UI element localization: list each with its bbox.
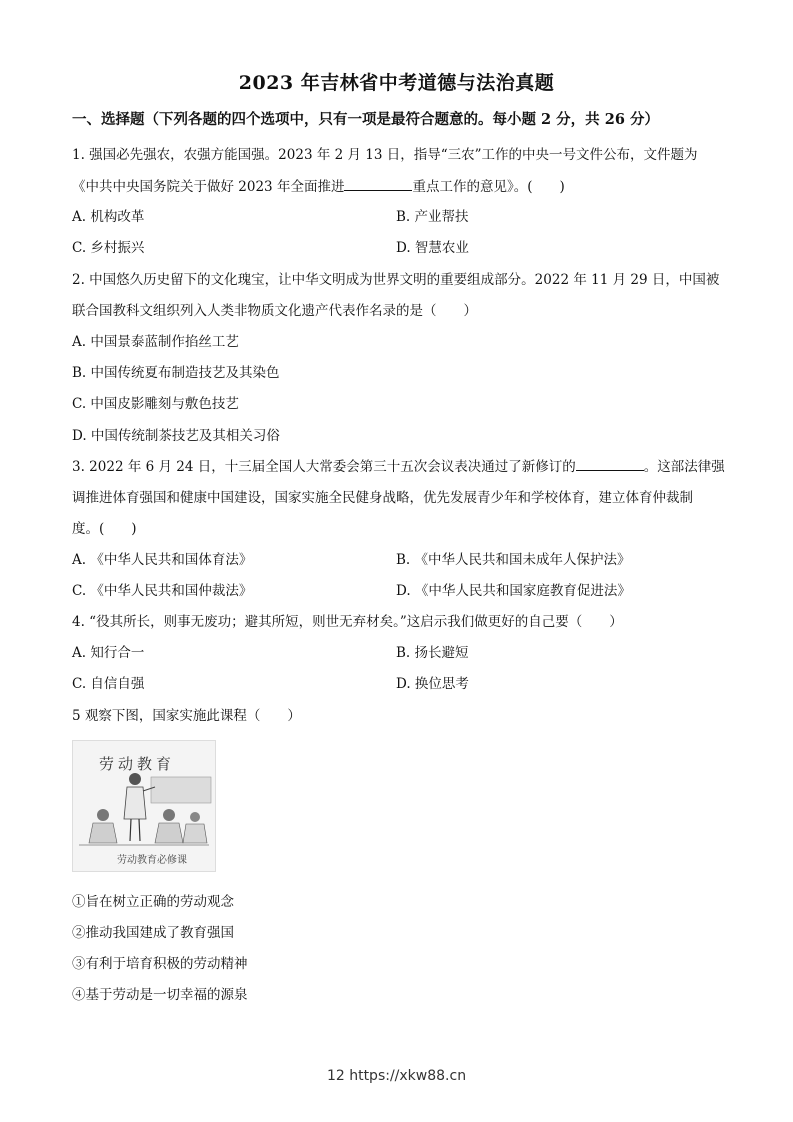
- q1-line2: [72, 175, 565, 195]
- q5-statement-1: ①旨在树立正确的劳动观念: [72, 894, 234, 910]
- q2-line1: 2. 中国悠久历史留下的文化瑰宝，让中华文明成为世界文明的重要组成部分。2022 年 11 月 29 日，中国被: [72, 272, 720, 288]
- q3-line3: 度。( ): [72, 521, 137, 537]
- q4-line1: 4. “役其所长，则事无废功；避其所短，则世无弃材矣。”这启示我们做更好的自己要（ ）: [72, 614, 623, 630]
- q4-option-b: B. 扬长避短: [396, 645, 469, 661]
- labor-education-illustration: [72, 740, 216, 872]
- q1-option-d: D. 智慧农业: [396, 240, 469, 256]
- q5-statement-4: ④基于劳动是一切幸福的源泉: [72, 987, 248, 1003]
- q1-option-c: C. 乡村振兴: [72, 240, 145, 256]
- q3-line1: [72, 455, 725, 475]
- q4-option-a: A. 知行合一: [72, 645, 145, 661]
- q3-option-b: B. 《中华人民共和国未成年人保护法》: [396, 552, 631, 568]
- figure-title: 劳动教育: [99, 755, 176, 773]
- q1-line2-part1: 《中共中央国务院关于做好 2023 年全面推进: [72, 179, 345, 195]
- q1-option-b: B. 产业帮扶: [396, 209, 469, 225]
- q3-blank: [576, 458, 644, 471]
- q4-option-c: C. 自信自强: [72, 676, 145, 692]
- q5-statement-2: ②推动我国建成了教育强国: [72, 925, 234, 941]
- q2-option-d: D. 中国传统制茶技艺及其相关习俗: [72, 428, 280, 444]
- page-footer: 12 https://xkw88.cn: [326, 1068, 467, 1084]
- q2-option-c: C. 中国皮影雕刻与敷色技艺: [72, 396, 239, 412]
- q5-line1: 5 观察下图，国家实施此课程（ ）: [72, 708, 301, 724]
- figure-caption: 劳动教育必修课: [117, 855, 187, 866]
- q3-line2: 调推进体育强国和健康中国建设，国家实施全民健身战略，优先发展青少年和学校体育，建立体育仲裁制: [72, 490, 693, 506]
- q4-option-d: D. 换位思考: [396, 676, 469, 692]
- section-heading: 一、选择题（下列各题的四个选项中，只有一项是最符合题意的。每小题 2 分，共 26 分）: [72, 111, 659, 128]
- q3-option-a: A. 《中华人民共和国体育法》: [72, 552, 253, 568]
- q1-option-a: A. 机构改革: [72, 209, 145, 225]
- page-title: 2023 年吉林省中考道德与法治真题: [238, 72, 555, 94]
- q3-option-d: D. 《中华人民共和国家庭教育促进法》: [396, 583, 631, 599]
- q1-line2-part2: 重点工作的意见》。( ): [412, 179, 565, 195]
- q1-line1: 1. 强国必先强农，农强方能国强。2023 年 2 月 13 日，指导“三农”工作的中央一号文件公布，文件题为: [72, 147, 698, 163]
- q5-statement-3: ③有利于培育积极的劳动精神: [72, 956, 248, 972]
- q3-line1-part2: 。这部法律强: [643, 459, 725, 475]
- q2-option-a: A. 中国景泰蓝制作掐丝工艺: [72, 334, 239, 350]
- q2-line2: 联合国教科文组织列入人类非物质文化遗产代表作名录的是（ ）: [72, 303, 477, 319]
- q3-option-c: C. 《中华人民共和国仲裁法》: [72, 583, 253, 599]
- q2-option-b: B. 中国传统夏布制造技艺及其染色: [72, 365, 280, 381]
- q3-line1-part1: 3. 2022 年 6 月 24 日，十三届全国人大常委会第三十五次会议表决通过了新修订的: [72, 459, 576, 475]
- q1-blank: [344, 178, 412, 191]
